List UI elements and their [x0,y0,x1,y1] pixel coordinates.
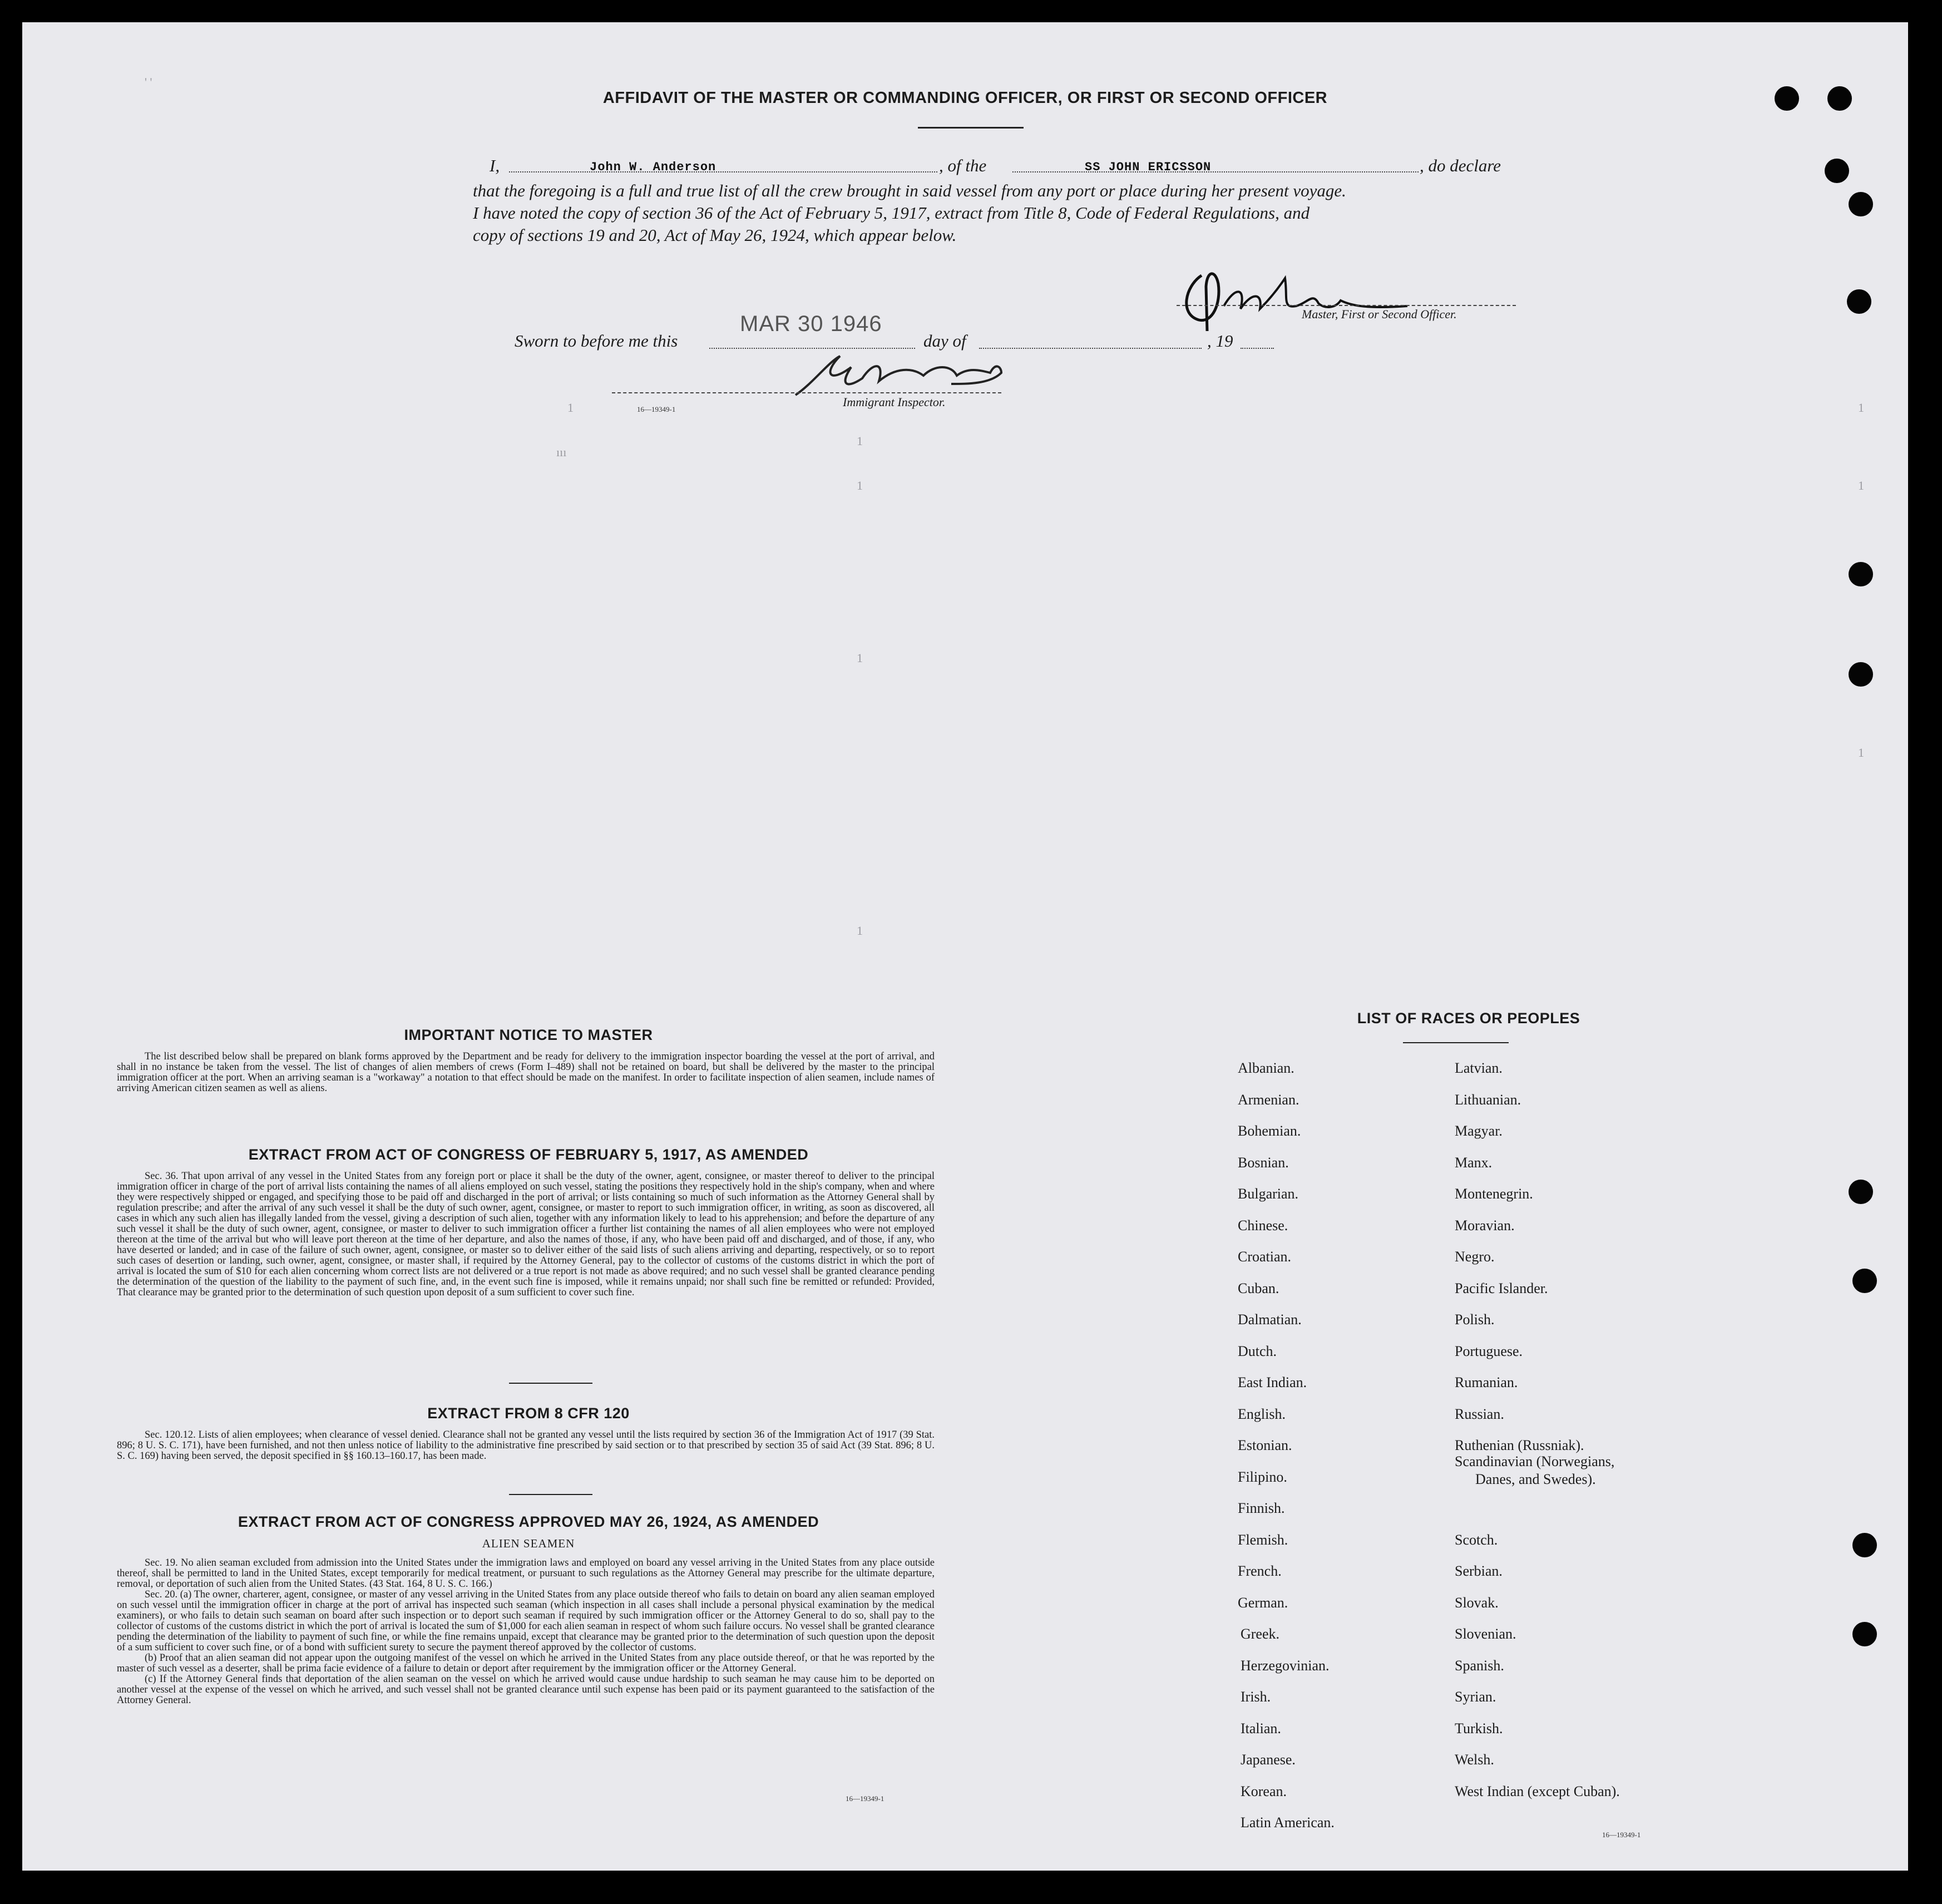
race-item: Italian. [1241,1720,1281,1737]
race-item: Scandinavian (Norwegians, [1455,1453,1615,1469]
race-item: Ruthenian (Russniak). [1455,1437,1584,1453]
master-name-typed: John W. Anderson [590,160,716,174]
punch-hole [1849,562,1873,586]
extract-form-number: 16—19349-1 [846,1794,884,1803]
bleed-through-mark: 1 [857,434,863,448]
notice-text [117,1052,935,1094]
race-item: Flemish. [1238,1531,1288,1548]
race-item: Turkish. [1455,1720,1503,1737]
races-divider [1403,1042,1509,1043]
races-title: LIST OF RACES OR PEOPLES [1357,1010,1580,1027]
bleed-through-mark: ııı [556,445,567,459]
vessel-name-typed: SS JOHN ERICSSON [1085,160,1212,174]
bleed-through-mark: 1 [567,401,574,415]
bleed-through-mark: 1 [1858,746,1864,759]
month-line [979,348,1202,349]
year-label: , 19 [1207,331,1233,351]
year-line [1241,348,1274,349]
vessel-name-line [1012,171,1419,172]
race-item: Polish. [1455,1311,1495,1328]
affidavit-text-line-1: that the foregoing is a full and true list of all the crew brought in said vessel from any port or place during her present voyage. [473,181,1346,200]
race-item: Bosnian. [1238,1154,1289,1171]
inspector-label: Immigrant Inspector. [843,395,946,409]
document-page [22,22,1908,1871]
race-item: East Indian. [1238,1374,1307,1390]
race-item: West Indian (except Cuban). [1455,1783,1620,1799]
race-item: Latin American. [1241,1814,1335,1831]
affidavit-title: AFFIDAVIT OF THE MASTER OR COMMANDING OFFICER, OR FIRST OR SECOND OFFICER [602,89,1328,107]
race-item: Cuban. [1238,1280,1279,1296]
extract-cfr-paragraph: Sec. 120.12. Lists of alien employees; when clearance of vessel denied. Clearance shall not be granted any vessel until the lists required by section 36 of the Immigration Act of 1917 (39 Stat. 896; 8 U. S. C. 171), have been furnished, and not then unless notice of liability to the administrative fine prescribed by said section or to that prescribed by section 35 of said Act (39 Stat. 896; 8 U. S. C. 169) having been served, the deposit specified in §§ 160.13–160.17, has been made. [117,1429,935,1462]
bleed-through-mark: 1 [1858,401,1864,415]
race-item: Syrian. [1455,1689,1496,1705]
section-divider [509,1494,592,1495]
race-item: Magyar. [1455,1123,1503,1139]
race-item: Herzegovinian. [1241,1657,1330,1674]
punch-hole [1852,1622,1877,1646]
extract-1917-title: EXTRACT FROM ACT OF CONGRESS OF FEBRUARY 5, 1917, AS AMENDED [248,1146,809,1163]
affidavit-form-number: 16—19349-1 [637,405,676,413]
race-item: Danes, and Swedes). [1475,1471,1596,1487]
race-item: French. [1238,1563,1282,1579]
race-item: Finnish. [1238,1500,1285,1516]
race-item: Slovenian. [1455,1626,1516,1642]
race-item: Armenian. [1238,1091,1299,1108]
extract-cfr-text [117,1430,935,1462]
bleed-through-mark: 1 [857,479,863,492]
race-item: Moravian. [1455,1217,1515,1234]
bleed-through-mark: ' ' [145,75,152,89]
bleed-through-mark: 1 [857,651,863,665]
affidavit-text-line-3: copy of sections 19 and 20, Act of May 26, 1924, which appear below. [473,225,957,245]
extract-1924-title: EXTRACT FROM ACT OF CONGRESS APPROVED MAY 26, 1924, AS AMENDED [238,1513,819,1530]
bleed-through-mark: 1 [1858,479,1864,492]
punch-hole [1852,1533,1877,1557]
extract-1924-text [117,1558,935,1706]
punch-hole [1825,159,1849,183]
race-item: German. [1238,1594,1288,1611]
race-item: Chinese. [1238,1217,1288,1234]
master-signature [1168,253,1435,337]
race-item: English. [1238,1405,1286,1422]
races-form-number: 16—19349-1 [1602,1831,1641,1839]
race-item: Montenegrin. [1455,1186,1533,1202]
master-signature-line [1177,305,1516,306]
notice-paragraph: The list described below shall be prepared on blank forms approved by the Department and be ready for delivery to the immigration inspector boarding the vessel at the port of arrival, and shall in no instance be taken from the vessel. The list of changes of alien members of crews (Form I–489) shall not be retained on board, but shall be delivered by the master to the principal immigration officer at the port. When an arriving seaman is a "workaway" a notation to that effect should be made on the manifest. In order to facilitate inspection of alien seamen, include names of arriving American citizen seamen as well as aliens. [117,1051,935,1094]
inspector-signature-line [612,392,1001,393]
race-item: Scotch. [1455,1531,1498,1548]
sworn-date-line [709,348,915,349]
sworn-date-stamp: MAR 30 1946 [740,312,882,336]
notice-title: IMPORTANT NOTICE TO MASTER [404,1027,653,1043]
day-of-label: day of [923,331,966,351]
sworn-label: Sworn to before me this [515,331,678,351]
extract-cfr-title: EXTRACT FROM 8 CFR 120 [427,1405,630,1422]
title-divider [918,127,1024,129]
affidavit-text-line-2: I have noted the copy of section 36 of the Act of February 5, 1917, extract from Title 8, Code of Federal Regulations, and [473,203,1310,223]
alien-seamen-subtitle: ALIEN SEAMEN [482,1537,575,1550]
sec-20a-paragraph: Sec. 20. (a) The owner, charterer, agent, consignee, or master of any vessel arriving in the United States from any place outside thereof who fails to detain on board any alien seaman employed on such vessel until the immigration officer in charge at the port of arrival has inspected such seaman (which inspection in all cases shall include a personal physical examination by the medical examiners), or who fails to detain such seaman on board after such inspection or to deport such seaman if required by such immigration officer or the Attorney General to do so, shall pay to the collector of customs of the customs district in which the port of arrival is located the sum of $1,000 for each alien seaman in respect of whom such failure occurs. No vessel shall be granted clearance pending the determination of the liability to payment of such fine, or while the fine remains unpaid, except that clearance may be granted prior to the determination of such question upon the deposit of a sum sufficient to cover such fine, or of a bond with sufficient surety to secure the payment thereof approved by the collector of customs. [117,1589,935,1653]
race-item: Serbian. [1455,1563,1503,1579]
affidavit-i-label: I, [490,156,500,175]
master-name-line [509,171,937,172]
race-item: Dutch. [1238,1343,1277,1359]
punch-hole [1847,289,1871,314]
race-item: Welsh. [1455,1752,1494,1768]
extract-1917-paragraph: Sec. 36. That upon arrival of any vessel in the United States from any foreign port or place it shall be the duty of the owner, agent, consignee, or master thereof to deliver to the principal immigration officer in charge of the port of arrival lists containing the names of all aliens employed on such vessel, stating the positions they respectively hold in the ship's company, when and where they were respectively shipped or engaged, and specifying those to be paid off and discharged in the port of arrival; or lists containing so much of such information as the Attorney General shall by regulation prescribe; and after the arrival of any such vessel it shall be the duty of such owner, agent, consignee, or master to report to such immigration officer, in writing, as soon as discovered, all cases in which any such alien has illegally landed from the vessel, giving a description of such alien, together with any information likely to lead to his apprehension; and before the departure of any such vessel it shall be the duty of such owner, agent, consignee, or master to deliver to such immigration officer a further list containing the names of all alien employees who were not employed thereon at the time of the arrival but who will leave port thereon at the time of her departure, and also the names of those, if any, who have been paid off and discharged, and of those, if any, who have deserted or landed; and in case of the failure of such owner, agent, consignee, or master so to deliver either of the said lists of such aliens arriving and departing, respectively, or so to report such cases of desertion or landing, such owner, agent, consignee, or master shall, if required by the Attorney General, pay to the collector of customs of the customs district in which the port of arrival is located the sum of $10 for each alien concerning whom correct lists are not delivered or a true report is not made as above required; and no such vessel shall be granted clearance pending the determination of the question of the liability to the payment of such fine, and, in the event such fine is imposed, while it remains unpaid; nor shall such fine be remitted or refunded: Provided, That clearance may be granted prior to the determination of such question upon deposit of a sum sufficient to cover such fine. [117,1171,935,1298]
race-item: Japanese. [1241,1752,1296,1768]
race-item: Albanian. [1238,1060,1294,1076]
race-item: Portuguese. [1455,1343,1523,1359]
race-item: Estonian. [1238,1437,1292,1453]
section-divider [509,1383,592,1384]
do-declare-label: , do declare [1420,156,1501,175]
punch-hole [1849,192,1873,216]
race-item: Slovak. [1455,1594,1499,1611]
race-item: Latvian. [1455,1060,1503,1076]
race-item: Bulgarian. [1238,1186,1299,1202]
bleed-through-mark: 1 [857,924,863,938]
race-item: Rumanian. [1455,1374,1518,1390]
race-item: Russian. [1455,1405,1504,1422]
master-officer-label: Master, First or Second Officer. [1302,307,1457,321]
race-item: Pacific Islander. [1455,1280,1548,1296]
punch-hole [1849,1180,1873,1204]
race-item: Irish. [1241,1689,1271,1705]
race-item: Lithuanian. [1455,1091,1521,1108]
race-item: Dalmatian. [1238,1311,1302,1328]
race-item: Spanish. [1455,1657,1504,1674]
race-item: Greek. [1241,1626,1280,1642]
extract-1917-text [117,1171,935,1298]
sec-20c-paragraph: (c) If the Attorney General finds that deportation of the alien seaman on the vessel on which he arrived would cause undue hardship to such seaman he may cause him to be deported on another vessel at the expense of the vessel on which he arrived, and such vessel shall not be granted clearance until such expense has been paid or its payment guaranteed to the satisfaction of the Attorney General. [117,1674,935,1706]
race-item: Bohemian. [1238,1123,1301,1139]
race-item: Negro. [1455,1249,1495,1265]
race-item: Croatian. [1238,1249,1292,1265]
race-item: Korean. [1241,1783,1287,1799]
race-item: Manx. [1455,1154,1493,1171]
of-the-label: , of the [939,156,987,175]
race-item: Filipino. [1238,1468,1287,1485]
punch-hole [1852,1269,1877,1293]
sec-20b-paragraph: (b) Proof that an alien seaman did not appear upon the outgoing manifest of the vessel on which he arrived in the United States from any place outside thereof, or that he was reported by the master of such vessel as a deserter, shall be prima facie evidence of a failure to detain or deport after requirement by the immigration officer or the Attorney General. [117,1653,935,1674]
sec-19-paragraph: Sec. 19. No alien seaman excluded from admission into the United States under the immigration laws and employed on board any vessel arriving in the United States from any place outside thereof, shall be permitted to land in the United States, except temporarily for medical treatment, or pursuant to such regulations as the Attorney General may prescribe for the ultimate departure, removal, or deportation of such alien from the United States. (43 Stat. 164, 8 U. S. C. 166.) [117,1557,935,1590]
punch-hole [1849,662,1873,687]
